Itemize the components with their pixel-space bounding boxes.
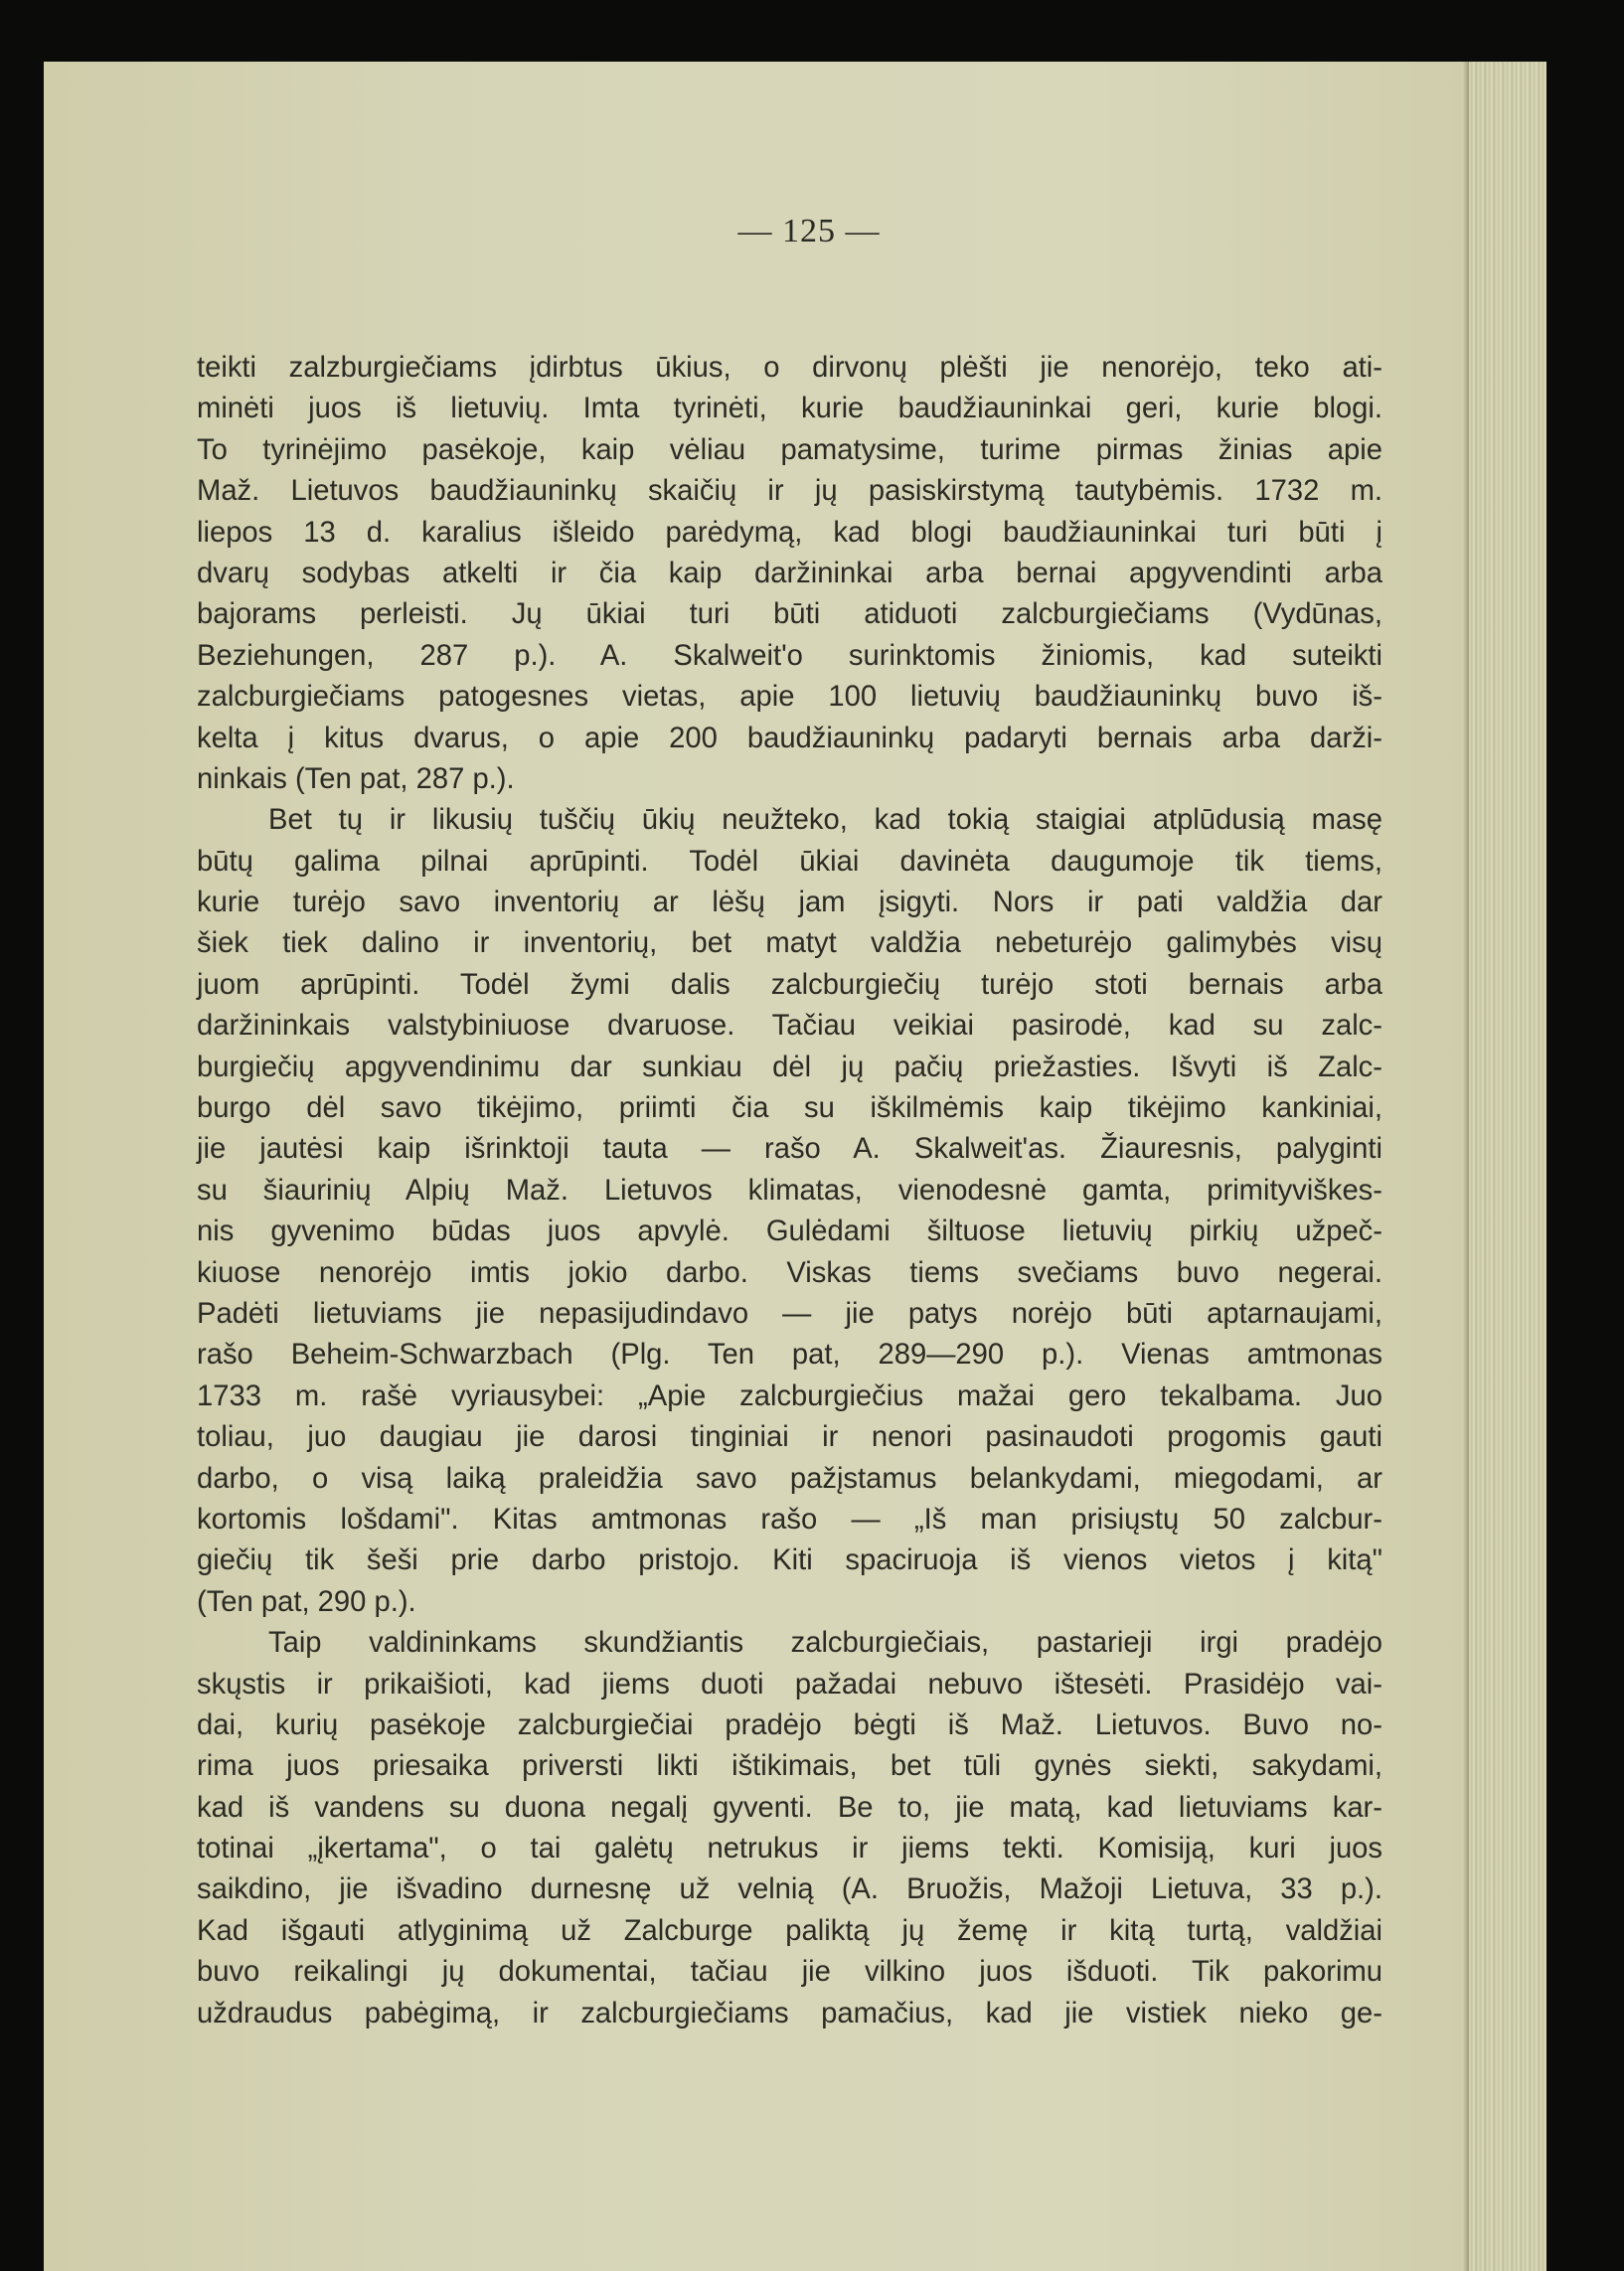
text-line: kelta į kitus dvarus, o apie 200 baudžiauninkų padaryti bernais arba darži- [197, 722, 1382, 754]
text-line: toliau, juo daugiau jie darosi tinginiai ir nenori pasinaudoti progomis gauti [197, 1421, 1382, 1454]
text-line: Taip valdininkams skundžiantis zalcburgiečiais, pastarieji irgi pradėjo [268, 1627, 1382, 1660]
text-line: daržininkais valstybiniuose dvaruose. Tačiau veikiai pasirodė, kad su zalc- [197, 1010, 1382, 1043]
text-line: rašo Beheim-Schwarzbach (Plg. Ten pat, 289—290 p.). Vienas amtmonas [197, 1339, 1382, 1372]
text-line: Beziehungen, 287 p.). A. Skalweit'o surinktomis žiniomis, kad suteikti [197, 639, 1382, 672]
text-line: dvarų sodybas atkelti ir čia kaip daržininkai arba bernai apgyvendinti arba [197, 557, 1382, 589]
text-line: būtų galima pilnai aprūpinti. Todėl ūkiai davinėta daugumoje tik tiems, [197, 845, 1382, 878]
text-line: 1733 m. rašė vyriausybei: „Apie zalcburgiečius mažai gero tekalbama. Juo [197, 1379, 1382, 1412]
text-line: To tyrinėjimo pasėkoje, kaip vėliau pamatysime, turime pirmas žinias apie [197, 433, 1382, 466]
text-line: šiek tiek dalino ir inventorių, bet matyt valdžia nebeturėjo galimybės visų [197, 927, 1382, 960]
text-line: buvo reikalingi jų dokumentai, tačiau jie vilkino juos išduoti. Tik pakorimu [197, 1956, 1382, 1989]
text-line: kurie turėjo savo inventorių ar lėšų jam įsigyti. Nors ir pati valdžia dar [197, 887, 1382, 919]
text-line: nis gyvenimo būdas juos apvylė. Gulėdami šiltuose lietuvių pirkių užpeč- [197, 1216, 1382, 1248]
text-line: juom aprūpinti. Todėl žymi dalis zalcburgiečių turėjo stoti bernais arba [197, 968, 1382, 1001]
text-line: darbo, o visą laiką praleidžia savo pažįstamus belankydami, miegodami, ar [197, 1462, 1382, 1495]
text-line: minėti juos iš lietuvių. Imta tyrinėti, kurie baudžiauninkai geri, kurie blogi. [197, 393, 1382, 425]
text-line: burgo dėl savo tikėjimo, priimti čia su iškilmėmis kaip tikėjimo kankiniai, [197, 1092, 1382, 1125]
text-line: giečių tik šeši prie darbo pristojo. Kiti spaciruoja iš vienos vietos į kitą" [197, 1544, 1382, 1577]
text-line: Padėti lietuviams jie nepasijudindavo — jie patys norėjo būti aptarnaujami, [197, 1297, 1382, 1330]
text-line: Bet tų ir likusių tuščių ūkių neužteko, kad tokią staigiai atplūdusią masę [268, 804, 1382, 837]
text-line: Maž. Lietuvos baudžiauninkų skaičių ir jų pasiskirstymą tautybėmis. 1732 m. [197, 475, 1382, 508]
page-edges [1469, 62, 1546, 2271]
text-line: saikdino, jie išvadino durnesnę už velnią (A. Bruožis, Mažoji Lietuva, 33 p.). [197, 1873, 1382, 1906]
text-line: su šiaurinių Alpių Maž. Lietuvos klimatas, vienodesnė gamta, primityviškes- [197, 1174, 1382, 1207]
text-line: ninkais (Ten pat, 287 p.). [197, 762, 515, 795]
book-page [44, 62, 1546, 2271]
text-line: jie jautėsi kaip išrinktoji tauta — rašo A. Skalweit'as. Žiauresnis, palyginti [197, 1133, 1382, 1166]
text-line: teikti zalzburgiečiams įdirbtus ūkius, o dirvonų plėšti jie nenorėjo, teko ati- [197, 352, 1382, 384]
text-line: kad iš vandens su duona negalį gyventi. Be to, jie matą, kad lietuviams kar- [197, 1791, 1382, 1824]
text-line: burgiečių apgyvendinimu dar sunkiau dėl jų pačių priežasties. Išvyti iš Zalc- [197, 1051, 1382, 1083]
text-line: kortomis lošdami". Kitas amtmonas rašo — „Iš man prisiųstų 50 zalcbur- [197, 1503, 1382, 1536]
body-text [197, 348, 1382, 2034]
text-line: liepos 13 d. karalius išleido parėdymą, kad blogi baudžiauninkai turi būti į [197, 516, 1382, 549]
text-line: bajorams perleisti. Jų ūkiai turi būti atiduoti zalcburgiečiams (Vydūnas, [197, 598, 1382, 631]
text-line: rima juos priesaika priversti likti ištikimais, bet tūli gynės siekti, sakydami, [197, 1750, 1382, 1783]
text-line: uždraudus pabėgimą, ir zalcburgiečiams pamačius, kad jie vistiek nieko ge- [197, 1997, 1382, 2029]
text-line: Kad išgauti atlyginimą už Zalcburge paliktą jų žemę ir kitą turtą, valdžiai [197, 1914, 1382, 1947]
text-line: dai, kurių pasėkoje zalcburgiečiai pradėjo bėgti iš Maž. Lietuvos. Buvo no- [197, 1708, 1382, 1741]
page-number: — 125 — [737, 213, 881, 249]
text-line: kiuose nenorėjo imtis jokio darbo. Viskas tiems svečiams buvo negerai. [197, 1256, 1382, 1289]
text-line: zalcburgiečiams patogesnes vietas, apie 100 lietuvių baudžiauninkų buvo iš- [197, 681, 1382, 714]
text-line: skųstis ir prikaišioti, kad jiems duoti pažadai nebuvo ištesėti. Prasidėjo vai- [197, 1668, 1382, 1701]
text-line: totinai „įkertama", o tai galėtų netrukus ir jiems tekti. Komisiją, kuri juos [197, 1833, 1382, 1865]
text-line: (Ten pat, 290 p.). [197, 1585, 416, 1618]
